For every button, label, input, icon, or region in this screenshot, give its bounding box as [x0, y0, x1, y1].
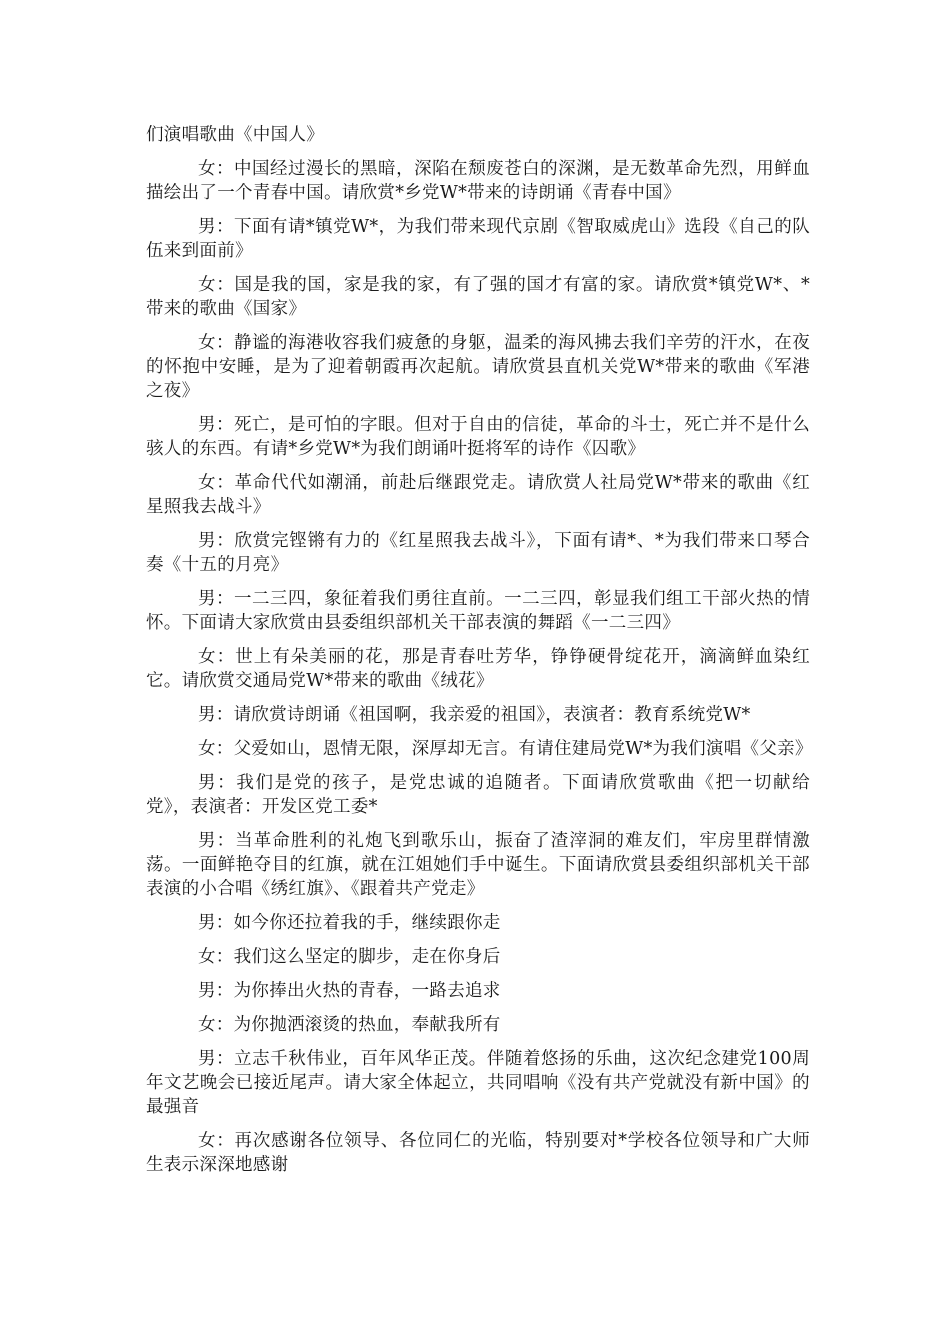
paragraph: 女：革命代代如潮涌，前赴后继跟党走。请欣赏人社局党W*带来的歌曲《红星照我去战斗》 — [146, 473, 810, 517]
paragraph: 女：为你抛洒滚烫的热血，奉献我所有 — [198, 1015, 501, 1035]
paragraph: 男：当革命胜利的礼炮飞到歌乐山，振奋了渣滓洞的难友们，牢房里群情激荡。一面鲜艳夺目的红旗，就在江姐她们手中诞生。下面请欣赏县委组织部机关干部表演的小合唱《绣红旗》、《跟着共产党走》 — [146, 831, 810, 899]
paragraph: 女：国是我的国，家是我的家，有了强的国才有富的家。请欣赏*镇党W*、*带来的歌曲《国家》 — [146, 275, 810, 319]
paragraph: 女：静谧的海港收容我们疲惫的身躯，温柔的海风拂去我们辛劳的汗水，在夜的怀抱中安睡，是为了迎着朝霞再次起航。请欣赏县直机关党W*带来的歌曲《军港之夜》 — [146, 333, 810, 401]
paragraph: 们演唱歌曲《中国人》 — [146, 125, 324, 145]
paragraph: 女：中国经过漫长的黑暗，深陷在颓废苍白的深渊，是无数革命先烈，用鲜血描绘出了一个青春中国。请欣赏*乡党W*带来的诗朗诵《青春中国》 — [146, 159, 810, 203]
paragraph: 男：死亡，是可怕的字眼。但对于自由的信徒，革命的斗士，死亡并不是什么骇人的东西。有请*乡党W*为我们朗诵叶挺将军的诗作《囚歌》 — [146, 415, 810, 459]
paragraph: 男：欣赏完铿锵有力的《红星照我去战斗》，下面有请*、*为我们带来口琴合奏《十五的月亮》 — [146, 531, 810, 575]
paragraph: 男：请欣赏诗朗诵《祖国啊，我亲爱的祖国》，表演者：教育系统党W* — [198, 705, 751, 725]
paragraph: 男：我们是党的孩子，是党忠诚的追随者。下面请欣赏歌曲《把一切献给党》，表演者：开发区党工委* — [146, 773, 810, 817]
paragraph: 男：一二三四，象征着我们勇往直前。一二三四，彰显我们组工干部火热的情怀。下面请大家欣赏由县委组织部机关干部表演的舞蹈《一二三四》 — [146, 589, 810, 633]
paragraph: 女：再次感谢各位领导、各位同仁的光临，特别要对*学校各位领导和广大师生表示深深地感谢 — [146, 1131, 810, 1175]
paragraph: 男：为你捧出火热的青春，一路去追求 — [198, 981, 501, 1001]
paragraph: 男：如今你还拉着我的手，继续跟你走 — [198, 913, 501, 933]
paragraph: 女：我们这么坚定的脚步，走在你身后 — [198, 947, 501, 967]
paragraph: 男：下面有请*镇党W*，为我们带来现代京剧《智取威虎山》选段《自己的队伍来到面前》 — [146, 217, 810, 261]
paragraph: 女：世上有朵美丽的花，那是青春吐芳华，铮铮硬骨绽花开，滴滴鲜血染红它。请欣赏交通局党W*带来的歌曲《绒花》 — [146, 647, 810, 691]
document-body — [146, 123, 813, 1187]
paragraph: 女：父爱如山，恩情无限，深厚却无言。有请住建局党W*为我们演唱《父亲》 — [198, 739, 813, 759]
paragraph: 男：立志千秋伟业，百年风华正茂。伴随着悠扬的乐曲，这次纪念建党100周年文艺晚会已接近尾声。请大家全体起立，共同唱响《没有共产党就没有新中国》的最强音 — [146, 1049, 810, 1117]
